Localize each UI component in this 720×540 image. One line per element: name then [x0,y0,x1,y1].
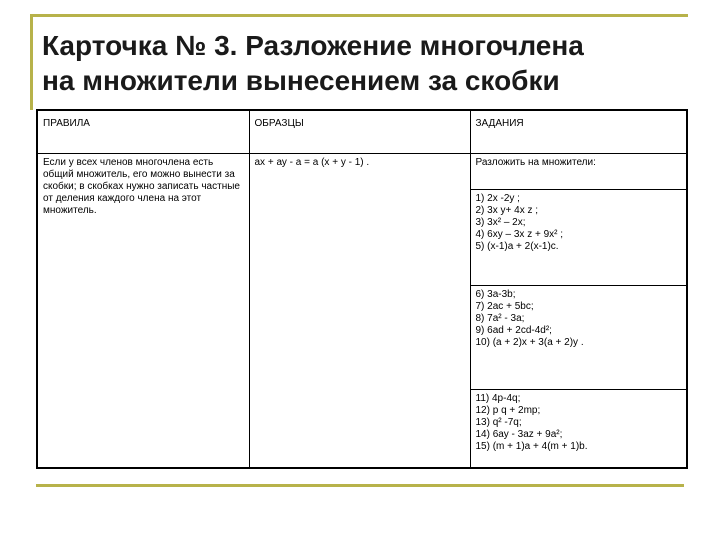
task-item: 1) 2х -2у ; [475,193,520,204]
rules-cell [37,154,249,469]
slide-title [42,28,702,98]
task-item: 7) 2ас + 5bс; [475,301,534,312]
decorative-top-line [30,14,688,17]
title-line-2: на множители вынесением за скобки [42,65,560,96]
task-item: 12) р q + 2mр; [475,405,541,416]
task-group-1-cell [470,190,687,286]
header-tasks: ЗАДАНИЯ [470,110,687,154]
task-item: 6) 3а-3b; [475,289,516,300]
header-samples: ОБРАЗЦЫ [249,110,470,154]
task-item: 15) (m + 1)а + 4(m + 1)b. [475,441,588,452]
task-item: 13) q² -7q; [475,417,522,428]
samples-cell [249,154,470,469]
task-item: 10) (а + 2)х + 3(а + 2)у . [475,337,584,348]
tasks-intro-cell [470,154,687,190]
task-item: 9) 6аd + 2cd-4d²; [475,325,552,336]
task-item: 11) 4р-4q; [475,393,521,404]
tasks-intro: Разложить на множители: [475,157,596,168]
task-card-table [36,109,688,469]
task-item: 3) 3x² – 2x; [475,217,526,228]
decorative-bottom-line [36,484,684,487]
task-group-2-cell [470,286,687,390]
rule-text: Если у всех членов многочлена есть общий множитель, его можно вынести за скобки; в скобках нужно записать частные от деления каждого члена на этот множитель. [43,157,240,216]
task-group-3-cell [470,390,687,469]
table-header-row [37,110,687,154]
title-line-1: Карточка № 3. Разложение многочлена [42,30,584,61]
task-item: 14) 6ау - 3az + 9а²; [475,429,563,440]
table-row [37,154,687,190]
decorative-left-line [30,14,33,110]
task-item: 8) 7а² - 3а; [475,313,525,324]
task-item: 2) 3х у+ 4х z ; [475,205,539,216]
task-item: 5) (х-1)а + 2(х-1)с. [475,241,559,252]
sample-text: ах + ау - а = а (х + у - 1) . [254,157,370,168]
header-rules: ПРАВИЛА [37,110,249,154]
task-item: 4) 6ху – 3х z + 9x² ; [475,229,564,240]
